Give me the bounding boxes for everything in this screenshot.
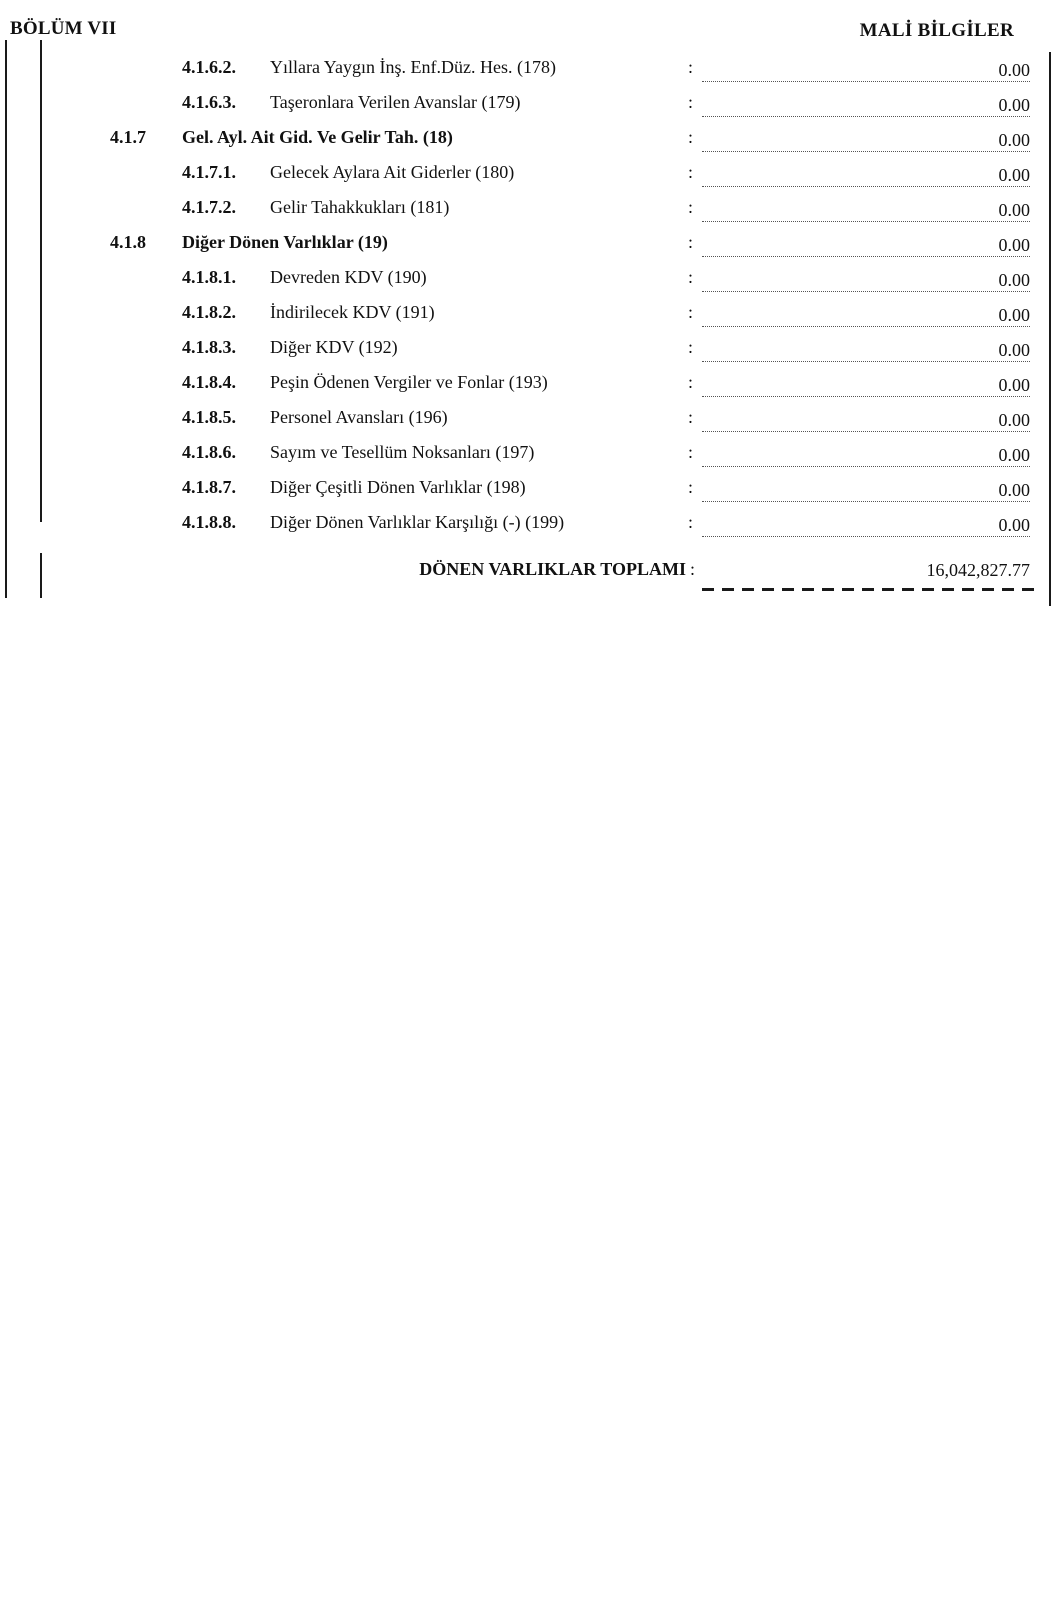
separator: : bbox=[688, 442, 694, 462]
table-row bbox=[0, 509, 1056, 539]
table-row bbox=[0, 439, 1056, 469]
separator: : bbox=[688, 57, 694, 77]
dotted-leader bbox=[702, 116, 1030, 117]
dotted-leader bbox=[702, 326, 1030, 327]
table-row bbox=[0, 194, 1056, 224]
account-label: Gel. Ayl. Ait Gid. Ve Gelir Tah. (18) bbox=[182, 127, 453, 147]
separator: : bbox=[688, 302, 694, 322]
dotted-leader bbox=[702, 291, 1030, 292]
account-value: 0.00 bbox=[998, 445, 1030, 465]
table-row bbox=[0, 89, 1056, 119]
account-code: 4.1.8.3. bbox=[182, 337, 236, 357]
account-label: Taşeronlara Verilen Avanslar (179) bbox=[270, 92, 521, 112]
account-label: Yıllara Yaygın İnş. Enf.Düz. Hes. (178) bbox=[270, 57, 556, 77]
section-header: BÖLÜM VII bbox=[10, 18, 117, 39]
total-label: DÖNEN VARLIKLAR TOPLAMI bbox=[419, 559, 686, 579]
account-code: 4.1.8.5. bbox=[182, 407, 236, 427]
separator: : bbox=[688, 232, 694, 252]
account-label: İndirilecek KDV (191) bbox=[270, 302, 435, 322]
dotted-leader bbox=[702, 396, 1030, 397]
account-value: 0.00 bbox=[998, 305, 1030, 325]
account-label: Devreden KDV (190) bbox=[270, 267, 427, 287]
separator: : bbox=[688, 92, 694, 112]
separator: : bbox=[688, 477, 694, 497]
account-code: 4.1.8 bbox=[110, 232, 146, 252]
account-label: Diğer KDV (192) bbox=[270, 337, 398, 357]
account-code: 4.1.8.7. bbox=[182, 477, 236, 497]
total-row bbox=[0, 556, 1056, 596]
separator: : bbox=[688, 337, 694, 357]
account-value: 0.00 bbox=[998, 480, 1030, 500]
table-row bbox=[0, 334, 1056, 364]
dotted-leader bbox=[702, 536, 1030, 537]
dotted-leader bbox=[702, 151, 1030, 152]
table-row bbox=[0, 124, 1056, 154]
account-value: 0.00 bbox=[998, 410, 1030, 430]
account-label: Gelir Tahakkukları (181) bbox=[270, 197, 450, 217]
table-row bbox=[0, 159, 1056, 189]
account-code: 4.1.8.6. bbox=[182, 442, 236, 462]
table-row bbox=[0, 474, 1056, 504]
separator: : bbox=[688, 267, 694, 287]
separator: : bbox=[688, 512, 694, 532]
separator: : bbox=[688, 197, 694, 217]
separator: : bbox=[690, 559, 696, 579]
table-row bbox=[0, 264, 1056, 294]
dotted-leader bbox=[702, 256, 1030, 257]
account-code: 4.1.6.2. bbox=[182, 57, 236, 77]
account-code: 4.1.7 bbox=[110, 127, 146, 147]
account-value: 0.00 bbox=[998, 515, 1030, 535]
separator: : bbox=[688, 372, 694, 392]
account-value: 0.00 bbox=[998, 165, 1030, 185]
account-value: 0.00 bbox=[998, 95, 1030, 115]
account-code: 4.1.7.2. bbox=[182, 197, 236, 217]
dotted-leader bbox=[702, 466, 1030, 467]
account-value: 0.00 bbox=[998, 60, 1030, 80]
account-value: 0.00 bbox=[998, 235, 1030, 255]
account-code: 4.1.7.1. bbox=[182, 162, 236, 182]
table-row bbox=[0, 369, 1056, 399]
account-label: Sayım ve Tesellüm Noksanları (197) bbox=[270, 442, 535, 462]
account-code: 4.1.8.8. bbox=[182, 512, 236, 532]
account-value: 0.00 bbox=[998, 270, 1030, 290]
separator: : bbox=[688, 407, 694, 427]
dotted-leader bbox=[702, 81, 1030, 82]
account-label: Diğer Çeşitli Dönen Varlıklar (198) bbox=[270, 477, 526, 497]
account-code: 4.1.8.2. bbox=[182, 302, 236, 322]
account-label: Personel Avansları (196) bbox=[270, 407, 448, 427]
dotted-leader bbox=[702, 431, 1030, 432]
dotted-leader bbox=[702, 361, 1030, 362]
account-code: 4.1.6.3. bbox=[182, 92, 236, 112]
account-label: Gelecek Aylara Ait Giderler (180) bbox=[270, 162, 515, 182]
separator: : bbox=[688, 127, 694, 147]
table-row bbox=[0, 54, 1056, 84]
dotted-leader bbox=[702, 186, 1030, 187]
dotted-leader bbox=[702, 501, 1030, 502]
account-label: Peşin Ödenen Vergiler ve Fonlar (193) bbox=[270, 372, 548, 392]
table-row bbox=[0, 229, 1056, 259]
account-value: 0.00 bbox=[998, 375, 1030, 395]
dashed-underline bbox=[702, 588, 1034, 591]
dotted-leader bbox=[702, 221, 1030, 222]
account-value: 0.00 bbox=[998, 340, 1030, 360]
account-code: 4.1.8.4. bbox=[182, 372, 236, 392]
table-row bbox=[0, 299, 1056, 329]
account-code: 4.1.8.1. bbox=[182, 267, 236, 287]
separator: : bbox=[688, 162, 694, 182]
account-value: 0.00 bbox=[998, 130, 1030, 150]
account-label: Diğer Dönen Varlıklar Karşılığı (-) (199) bbox=[270, 512, 565, 532]
page-title: MALİ BİLGİLER bbox=[859, 20, 1014, 41]
total-value: 16,042,827.77 bbox=[926, 560, 1030, 580]
table-row bbox=[0, 404, 1056, 434]
account-label: Diğer Dönen Varlıklar (19) bbox=[182, 232, 388, 252]
account-value: 0.00 bbox=[998, 200, 1030, 220]
